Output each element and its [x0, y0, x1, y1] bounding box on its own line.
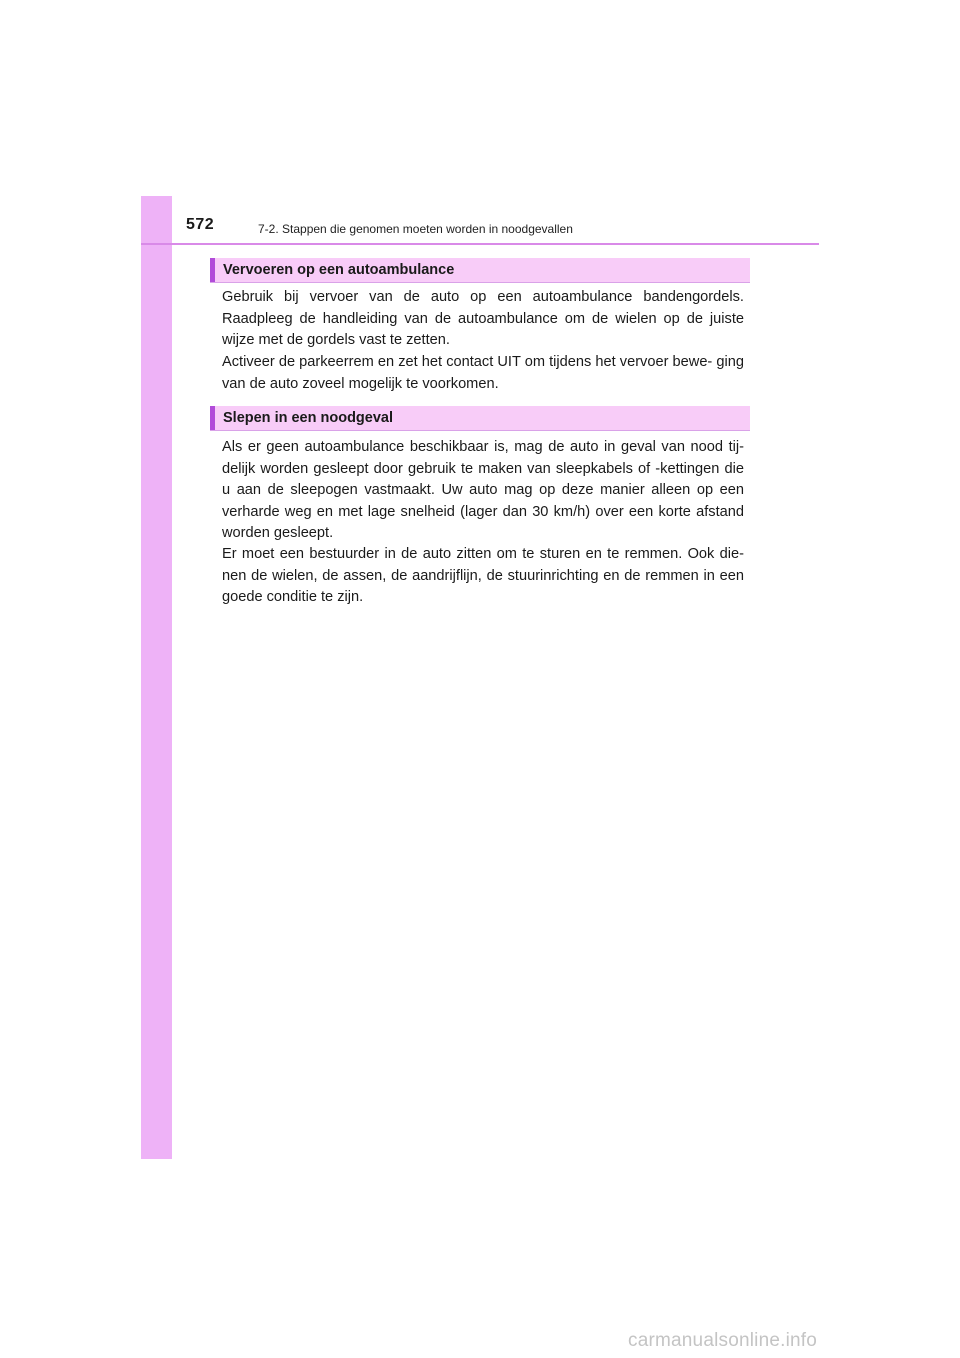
watermark: carmanualsonline.info [628, 1330, 818, 1351]
page-number: 572 [186, 216, 215, 233]
paragraph-transport-2: Activeer de parkeerrem en zet het contact UIT om tijdens het vervoer bewe- ging van de auto zoveel mogelijk te voorkomen. [222, 354, 744, 392]
side-tab-strip [141, 196, 172, 1159]
heading-accent [210, 406, 215, 430]
heading-transport [210, 258, 750, 283]
heading-towing [210, 406, 750, 431]
section-title: 7-2. Stappen die genomen moeten worden in noodgevallen [258, 222, 573, 236]
heading-accent [210, 258, 215, 282]
paragraph-towing-2: Er moet een bestuurder in de auto zitten om te sturen en te remmen. Ook die- nen de wielen, de assen, de aandrijflijn, de stuurinrichting en de remmen in een goede conditie te zijn. [222, 546, 744, 605]
paragraph-transport-1: Gebruik bij vervoer van de auto op een autoambulance bandengordels. Raadpleeg de handleiding van de autoambulance om de wielen op de juiste wijze met de gordels vast te zetten. [222, 289, 744, 348]
header-divider [141, 243, 819, 245]
heading-transport-text: Vervoeren op een autoambulance [223, 262, 455, 278]
paragraph-towing-1: Als er geen autoambulance beschikbaar is, mag de auto in geval van nood tij- delijk worden gesleept door gebruik te maken van sleepkabels of -kettingen die u aan de sleepogen vastmaakt. Uw auto mag op deze manier alleen op een verharde weg en met lage snelheid (lager dan 30 km/h) over een korte afstand worden gesleept. [222, 439, 744, 541]
heading-towing-text: Slepen in een noodgeval [223, 410, 394, 426]
